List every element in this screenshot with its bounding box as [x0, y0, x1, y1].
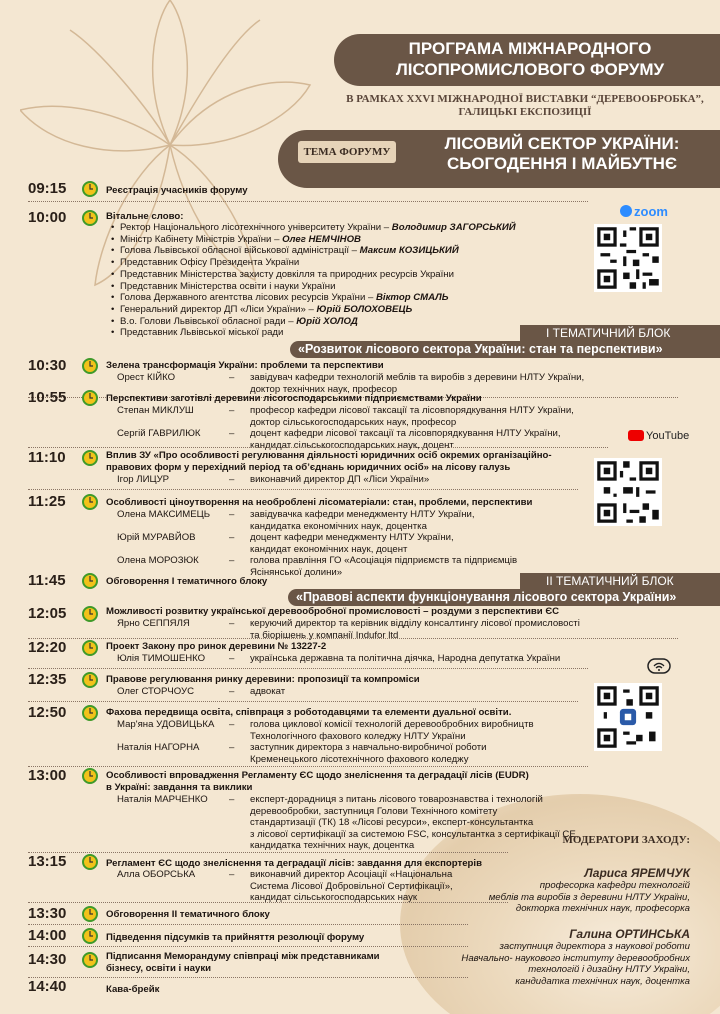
- agenda-item-title: Обговорення ІІ тематичного блоку: [106, 909, 270, 920]
- agenda-item-title: Фахова передвища освіта, співпраця з роботодавцями та елементи дуальної освіти.: [106, 707, 512, 718]
- qr-code-youtube[interactable]: [594, 458, 662, 526]
- divider: [28, 668, 588, 669]
- block-1-tag: І ТЕМАТИЧНИЙ БЛОК: [520, 325, 720, 341]
- block-1-title: «Розвиток лісового сектора України: стан та перспективи»: [290, 341, 720, 358]
- time-label: 10:00: [28, 209, 67, 226]
- subtitle-line-1: В РАМКАХ XXVI МІЖНАРОДНОЇ ВИСТАВКИ “ДЕРЕВООБРОБКА”,: [346, 93, 704, 105]
- agenda-item-title: Кава-брейк: [106, 984, 160, 995]
- speaker-name: Сергій ГАВРИЛЮК: [117, 428, 201, 439]
- time-label: 10:55: [28, 389, 67, 406]
- divider: [28, 924, 468, 925]
- speakers-list: [120, 222, 516, 339]
- divider: [28, 946, 468, 947]
- time-label: 11:45: [28, 572, 66, 589]
- speaker-name: Ігор ЛИЦУР: [117, 474, 170, 485]
- time-label: 13:00: [28, 767, 67, 784]
- dash: –: [229, 405, 235, 416]
- clock-icon: [82, 640, 98, 656]
- clock-icon: [82, 450, 98, 466]
- list-item: • Генеральний директор ДП «Ліси України» – Юрій БОЛОХОВЕЦЬ: [120, 304, 516, 316]
- time-label: 12:05: [28, 605, 67, 622]
- theme-title: [412, 134, 712, 174]
- divider: [28, 447, 608, 448]
- dash: –: [229, 618, 235, 629]
- dash: –: [229, 532, 235, 543]
- divider: [28, 489, 578, 490]
- speaker-name: Степан МИКЛУШ: [117, 405, 194, 416]
- list-item: • Представник Міністерства захисту довкілля та природних ресурсів України: [120, 269, 516, 281]
- youtube-icon: [628, 430, 644, 441]
- list-item: • Міністр Кабінету Міністрів України – Олег НЕМЧІНОВ: [120, 234, 516, 246]
- subtitle-line-2: ГАЛИЦЬКІ ЕКСПОЗИЦІЇ: [458, 106, 592, 118]
- agenda-item-title: Обговорення І тематичного блоку: [106, 576, 268, 587]
- clock-icon: [82, 672, 98, 688]
- dash: –: [229, 653, 235, 664]
- speaker-name: Олег СТОРЧОУС: [117, 686, 195, 697]
- speaker-name: Юрій МУРАВЙОВ: [117, 532, 196, 543]
- list-item: • Голова Державного агентства лісових ресурсів України – Віктор СМАЛЬ: [120, 292, 516, 304]
- moderator-name: Лариса ЯРЕМЧУК: [584, 866, 690, 880]
- moderator-role: професорка кафедри технологій меблів та виробів з деревини НЛТУ України, докторка технічних наук, професорка: [488, 880, 690, 914]
- agenda-item-title: Підписання Меморандуму співпраці між представниками бізнесу, освіти і науки: [106, 951, 380, 974]
- agenda-item-title: Проект Закону про ринок деревини № 13227-2: [106, 641, 327, 652]
- list-item: • В.о. Голови Львівської обласної ради – Юрій ХОЛОД: [120, 316, 516, 328]
- clock-icon: [82, 494, 98, 510]
- moderator-name: Галина ОРТИНСЬКА: [569, 927, 690, 941]
- list-item: • Представник Офісу Президента України: [120, 257, 516, 269]
- clock-icon: [82, 952, 98, 968]
- clock-icon: [82, 906, 98, 922]
- speaker-name: Юлія ТИМОШЕНКО: [117, 653, 206, 664]
- clock-icon: [82, 854, 98, 870]
- divider: [28, 201, 588, 202]
- speaker-name: Алла ОБОРСЬКА: [117, 869, 196, 880]
- time-label: 14:00: [28, 927, 67, 944]
- block-2-tag: ІІ ТЕМАТИЧНИЙ БЛОК: [520, 573, 720, 589]
- list-item: • Ректор Національного лісотехнічного університету України – Володимир ЗАГОРСЬКИЙ: [120, 222, 516, 234]
- time-label: 12:35: [28, 671, 67, 688]
- moderators-title: МОДЕРАТОРИ ЗАХОДУ:: [562, 834, 690, 846]
- time-label: 11:25: [28, 493, 66, 510]
- clock-icon: [82, 768, 98, 784]
- zoom-icon: [620, 205, 632, 217]
- divider: [28, 977, 468, 978]
- clock-icon: [82, 181, 98, 197]
- zoom-logo[interactable]: zoom: [620, 204, 668, 219]
- time-label: 12:50: [28, 704, 67, 721]
- speaker-desc: експерт-дорадниця з питань лісового товарознавства і технологій деревообробки, заступниця Голови Технічного комітету стандартизації (ТК) 18 «Лісові ресурси», експерт-консультантка з лісової сертифікації за системою FSC, консультантка з сертифікації CE, кандидатка технічних наук, доцентка: [250, 794, 579, 851]
- dash: –: [229, 686, 235, 697]
- wifi-icon: [647, 658, 671, 674]
- divider: [28, 766, 588, 767]
- time-label: 14:30: [28, 951, 67, 968]
- dash: –: [229, 794, 235, 805]
- speaker-desc: голова правління ГО «Асоціація підприємств та підприємців Ясінянської долини»: [250, 555, 518, 578]
- time-label: 12:20: [28, 639, 67, 656]
- theme-line-1: ЛІСОВИЙ СЕКТОР УКРАЇНИ:: [444, 134, 680, 153]
- speaker-desc: українська державна та політична діячка, Народна депутатка України: [250, 653, 561, 664]
- divider: [28, 852, 508, 853]
- agenda-item-title: Підведення підсумків та прийняття резолюції форуму: [106, 932, 365, 943]
- agenda-item-title: Вітальне слово:: [106, 211, 184, 222]
- agenda-item-title: Перспективи заготівлі деревини лісогосподарськими підприємствами України: [106, 393, 482, 404]
- clock-icon: [82, 573, 98, 589]
- clock-icon: [82, 705, 98, 721]
- dash: –: [229, 509, 235, 520]
- speaker-desc: професор кафедри лісової таксації та лісовпорядкування НЛТУ України, доктор сільськогосподарських наук, професор: [250, 405, 574, 428]
- page-title: [340, 38, 720, 80]
- speaker-desc: завідувач кафедри технологій меблів та виробів з деревини НЛТУ України, доктор технічних наук, професор: [250, 372, 585, 395]
- divider: [28, 638, 678, 639]
- dash: –: [229, 428, 235, 439]
- agenda-item-title: Реєстрація учасників форуму: [106, 185, 248, 196]
- agenda-item-title: Правове регулювання ринку деревини: пропозиції та компроміси: [106, 674, 420, 685]
- block-2-title: «Правові аспекти функціонування лісового сектора України»: [288, 589, 720, 606]
- list-item: • Голова Львівської обласної військової адміністрації – Максим КОЗИЦЬКИЙ: [120, 245, 516, 257]
- time-label: 10:30: [28, 357, 67, 374]
- divider: [28, 902, 508, 903]
- theme-label: ТЕМА ФОРУМУ: [298, 141, 396, 163]
- page-subtitle: [330, 93, 720, 119]
- dash: –: [229, 372, 235, 383]
- speaker-desc: доцент кафедри менеджменту НЛТУ України, кандидат економічних наук, доцент: [250, 532, 454, 555]
- theme-line-2: СЬОГОДЕННЯ І МАЙБУТНЄ: [446, 154, 678, 173]
- speaker-desc: виконавчий директор Асоціації «Національна Система Лісової Добровільної Сертифікації», кандидат сільськогосподарських наук: [250, 869, 453, 903]
- time-label: 13:15: [28, 853, 67, 870]
- speaker-desc: заступник директора з навчально-виробничої роботи Кременецького лісотехнічного фахового коледжу: [250, 742, 487, 765]
- speaker-desc: завідувачка кафедри менеджменту НЛТУ України, кандидатка економічних наук, доцентка: [250, 509, 475, 532]
- clock-icon: [82, 358, 98, 374]
- dash: –: [229, 869, 235, 880]
- title-line-2: ЛІСОПРОМИСЛОВОГО ФОРУМУ: [395, 60, 665, 79]
- youtube-logo[interactable]: YouTube: [628, 430, 689, 442]
- speaker-desc: виконавчий директор ДП «Ліси України»: [250, 474, 430, 485]
- clock-icon: [82, 606, 98, 622]
- agenda-item-title: Особливості ціноутворення на необроблені лісоматеріали: стан, проблеми, перспективи: [106, 497, 533, 508]
- divider: [28, 701, 578, 702]
- moderator-role: заступниця директора з наукової роботи Навчально- наукового інституту деревообробних технологій і дизайну НЛТУ України, кандидатка технічних наук, доцентка: [461, 941, 690, 987]
- speaker-name: Олена МОРОЗЮК: [117, 555, 199, 566]
- clock-icon: [82, 210, 98, 226]
- agenda-item-title: Регламент ЄС щодо знеліснення та деградації лісів: завдання для експортерів: [106, 858, 482, 869]
- agenda-item-title: Вплив ЗУ «Про особливості регулювання діяльності юридичних осіб окремих організаційно- правових форм у перехідний період та об’єднань юридичних осіб» на лісову галузь: [106, 450, 552, 473]
- agenda-item-title: Зелена трансформація України: проблеми та перспективи: [106, 360, 384, 371]
- speaker-desc: керуючий директор та керівник відділу консалтингу лісової промисловості та біорішень у компанії Indufor ltd: [250, 618, 580, 641]
- title-line-1: ПРОГРАМА МІЖНАРОДНОГО: [408, 39, 652, 58]
- speaker-name: Ярно СЕППЯЛЯ: [117, 618, 190, 629]
- time-label: 13:30: [28, 905, 67, 922]
- clock-icon: [82, 928, 98, 944]
- time-label: 14:40: [28, 978, 67, 995]
- speaker-desc: голова циклової комісії технологій деревообробних виробництв Технологічного фахового коледжу НЛТУ України: [250, 719, 534, 742]
- speaker-name: Наталія МАРЧЕНКО: [117, 794, 208, 805]
- speaker-name: Мар'яна УДОВИЦЬКА: [117, 719, 215, 730]
- speaker-desc: доцент кафедри лісової таксації та лісовпорядкування НЛТУ України, кандидат сільськогосподарських наук, доцент: [250, 428, 561, 451]
- clock-icon: [82, 390, 98, 406]
- time-label: 11:10: [28, 449, 66, 466]
- agenda-item-title: Можливості розвитку української деревообробної промисловості – роздуми з перспективи ЄС: [106, 606, 560, 617]
- dash: –: [229, 555, 235, 566]
- time-label: 09:15: [28, 180, 67, 197]
- qr-code-zoom[interactable]: [594, 224, 662, 292]
- speaker-desc: адвокат: [250, 686, 286, 697]
- list-item: • Представник Міністерства освіти і науки України: [120, 281, 516, 293]
- list-item: • Представник Львівської міської ради: [120, 327, 516, 339]
- speaker-name: Олена МАКСИМЕЦЬ: [117, 509, 211, 520]
- dash: –: [229, 742, 235, 753]
- dash: –: [229, 474, 235, 485]
- speaker-name: Наталія НАГОРНА: [117, 742, 200, 753]
- speaker-name: Орест КІЙКО: [117, 372, 176, 383]
- dash: –: [229, 719, 235, 730]
- agenda-item-title: Особливості впровадження Регламенту ЄС щодо знеліснення та деградації лісів (EUDR) в Україні: завдання та виклики: [106, 770, 529, 793]
